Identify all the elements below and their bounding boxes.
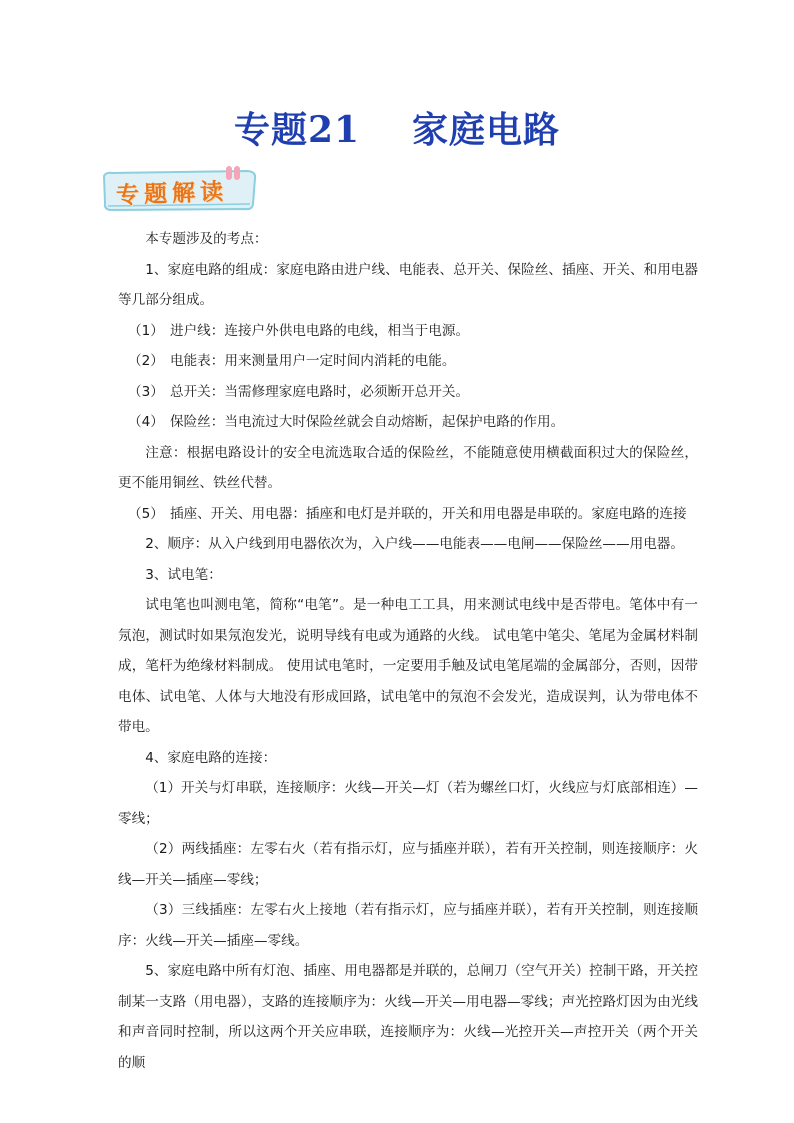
list-item-number: （4） [128,414,164,430]
note-text: 注意：根据电路设计的安全电流选取合适的保险丝，不能随意使用横截面积过大的保险丝，更不能用铜丝、铁丝代替。 [118,444,698,491]
list-item-number: （3） [128,383,164,400]
list-item [118,346,698,377]
paragraph-1: 1、家庭电路的组成：家庭电路由进户线、电能表、总开关、保险丝、插座、开关、和用电器等几部分组成。 [118,261,698,308]
paragraph-4-3: （3）三线插座：左零右火上接地（若有指示灯，应与插座并联），若有开关控制，则连接顺序：火线—开关—插座—零线。 [118,902,698,949]
list-item [118,407,698,438]
list-item [118,377,698,408]
paragraph-4-1: （1）开关与灯串联，连接顺序：火线—开关—灯（若为螺丝口灯，火线应与灯底部相连）—零线； [118,780,698,827]
list-item [118,499,698,530]
list-item [118,316,698,347]
list-item-text: 总开关：当需修理家庭电路时，必须断开总开关。 [170,383,470,400]
list-item-text: 插座、开关、用电器：插座和电灯是并联的，开关和用电器是串联的。家庭电路的连接 [170,505,687,522]
list-item-text: 电能表：用来测量用户一定时间内消耗的电能。 [170,353,456,369]
paragraph-2: 2、顺序：从入户线到用电器依次为，入户线——电能表——电闸——保险丝——用电器。 [145,536,684,552]
paragraph-4-2: （2）两线插座：左零右火（若有指示灯，应与插座并联），若有开关控制，则连接顺序：火线—开关—插座—零线； [118,841,698,888]
list-item-number: （5） [128,505,164,522]
document-body [118,224,698,1078]
paragraph-3-heading: 3、试电笔： [145,566,222,583]
topic-badge [100,166,260,214]
page-title [0,102,794,153]
paragraph-3-body: 试电笔也叫测电笔，简称“电笔”。是一种电工工具，用来测试电线中是否带电。笔体中有一氖泡，测试时如果氖泡发光，说明导线有电或为通路的火线。 试电笔中笔尖、笔尾为金属材料制成，笔杆为绝缘材料制成。 使用试电笔时，一定要用手触及试电笔尾端的金属部分，否则，因带电体、试电笔、人体与大地没有形成回路，试电笔中的氖泡不会发光，造成误判，认为带电体不带电。 [118,597,698,735]
list-item-number: （2） [128,353,164,369]
title-number: 专题21 [233,109,361,151]
title-topic: 家庭电路 [412,109,561,151]
list-item-text: 进户线：连接户外供电电路的电线，相当于电源。 [170,322,470,339]
list-item-text: 保险丝：当电流过大时保险丝就会自动熔断，起保护电路的作用。 [170,414,565,430]
list-item-number: （1） [128,322,164,339]
badge-label: 专题解读 [115,178,229,209]
intro-text: 本专题涉及的考点： [145,231,268,247]
paragraph-5: 5、家庭电路中所有灯泡、插座、用电器都是并联的，总闸刀（空气开关）控制干路，开关控制某一支路（用电器），支路的连接顺序为：火线—开关—用电器—零线；声光控路灯因为由光线和声音同时控制，所以这两个开关应串联，连接顺序为：火线—光控开关—声控开关（两个开关的顺 [118,963,698,1071]
paragraph-4-heading: 4、家庭电路的连接： [145,749,277,766]
